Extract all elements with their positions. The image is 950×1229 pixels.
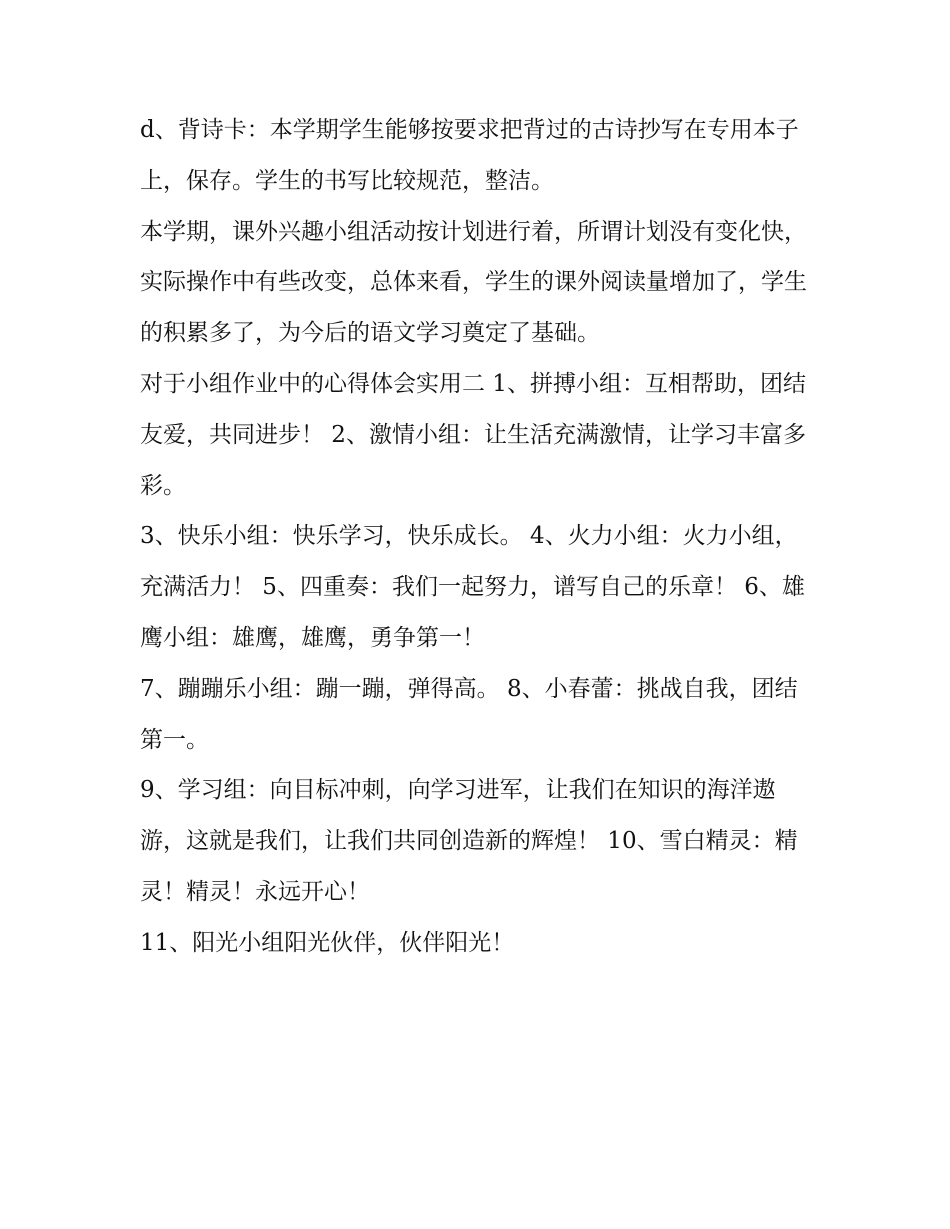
paragraph-group-slogans-7-8: 7、蹦蹦乐小组：蹦一蹦，弹得高。 8、小春蕾：挑战自我，团结第一。 (140, 675, 798, 753)
paragraph-group-slogans-intro: 对于小组作业中的心得体会实用二 1、拼搏小组：互相帮助，团结友爱，共同进步！ 2、激情小组：让生活充满激情，让学习丰富多彩。 (140, 370, 806, 499)
paragraph-group-slogan-11: 11、阳光小组阳光伙伴，伙伴阳光！ (140, 929, 515, 956)
paragraph-group-slogans-9-10: 9、学习组：向目标冲刺，向学习进军，让我们在知识的海洋遨游，这就是我们，让我们共同创造新的辉煌！ 10、雪白精灵：精灵！精灵！永远开心！ (140, 777, 798, 905)
paragraph-interest-groups: 本学期，课外兴趣小组活动按计划进行着，所谓计划没有变化快，实际操作中有些改变，总体来看，学生的课外阅读量增加了，学生的积累多了，为今后的语文学习奠定了基础。 (140, 218, 807, 347)
document-body (140, 105, 820, 969)
paragraph-poem-card: d、背诗卡：本学期学生能够按要求把背过的古诗抄写在专用本子上，保存。学生的书写比较规范，整洁。 (140, 117, 799, 194)
paragraph-group-slogans-3-6: 3、快乐小组：快乐学习，快乐成长。 4、火力小组：火力小组，充满活力！ 5、四重奏：我们一起努力，谱写自己的乐章！ 6、雄鹰小组：雄鹰，雄鹰，勇争第一！ (140, 523, 805, 651)
